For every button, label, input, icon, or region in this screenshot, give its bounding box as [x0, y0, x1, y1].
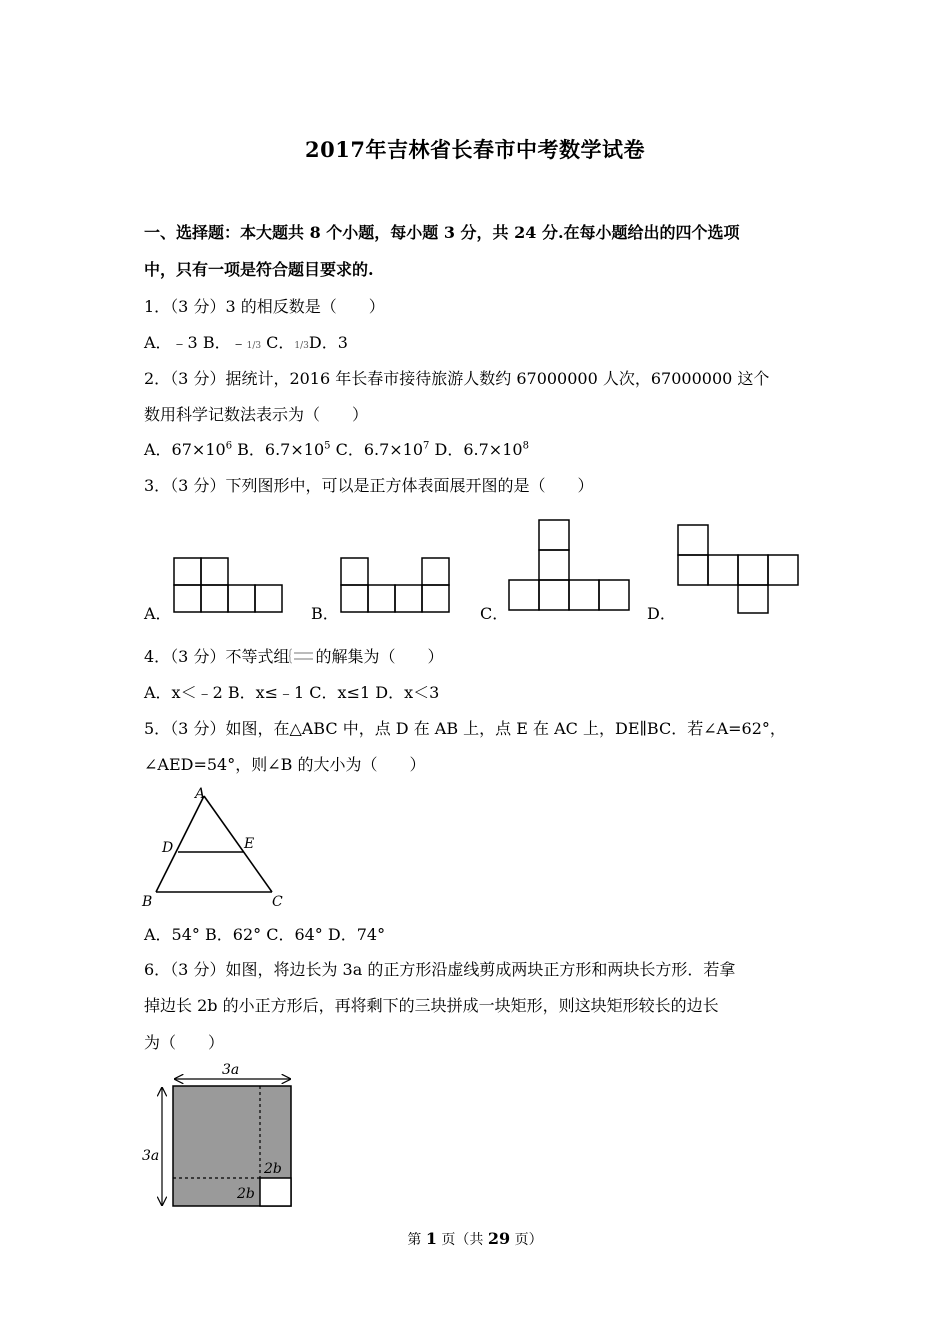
- q6-stem-line1: 6．（3 分）如图，将边长为 3a 的正方形沿虚线剪成两块正方形和两块长方形．若拿: [144, 960, 736, 979]
- q1-frac-b: 1/3: [246, 341, 262, 351]
- q2-opt-c-exp: 7: [423, 440, 430, 452]
- footer-mid: 页（共: [436, 1232, 488, 1248]
- q1-opt-ab: A．﹣3 B．﹣: [144, 333, 247, 352]
- label-bottom-2b: 2b: [237, 1186, 255, 1202]
- q3-net-a: [172, 556, 286, 614]
- footer-total-pages: 29: [487, 1229, 511, 1248]
- q4-stem-pre: 4．（3 分）不等式组: [144, 647, 290, 666]
- q3-stem: 3．（3 分）下列图形中，可以是正方体表面展开图的是（ ）: [144, 476, 594, 495]
- q4-stem: [144, 646, 814, 668]
- q4-stem-post: 的解集为（ ）: [315, 647, 444, 666]
- q2-opt-a-exp: 6: [225, 440, 233, 452]
- q6-stem-line3: 为（ ）: [144, 1033, 225, 1052]
- q1-frac-c: 1/3: [294, 341, 309, 351]
- q3-label-d: D．: [647, 604, 676, 623]
- label-a: A: [195, 786, 206, 802]
- footer-post: 页）: [510, 1232, 543, 1248]
- section-heading-line2: 中，只有一项是符合题目要求的.: [144, 260, 374, 279]
- label-top-3a: 3a: [222, 1062, 240, 1078]
- q2-opt-c: C．6.7×10: [330, 440, 424, 459]
- q6-square-figure: [140, 1060, 310, 1214]
- inequality-system-icon: [289, 648, 315, 664]
- q6-stem-line2: 掉边长 2b 的小正方形后，再将剩下的三块拼成一块矩形，则这块矩形较长的边长: [144, 996, 719, 1015]
- footer-pre: 第: [407, 1232, 426, 1248]
- q5-stem-line2: ∠AED=54°，则∠B 的大小为（ ）: [144, 755, 426, 774]
- q1-opt-d: D．3: [308, 333, 348, 352]
- q2-opt-d: D．6.7×10: [429, 440, 523, 459]
- q1-options: [144, 332, 814, 357]
- q3-net-b: [339, 556, 453, 614]
- q2-stem-line1: 2．（3 分）据统计，2016 年长春市接待旅游人数约 67000000 人次，67000000 这个: [144, 369, 770, 388]
- page-title: 2017年吉林省长春市中考数学试卷: [305, 137, 645, 162]
- label-right-2b: 2b: [264, 1161, 282, 1177]
- label-c: C: [272, 894, 283, 910]
- q3-label-b: B．: [311, 604, 339, 623]
- q2-opt-b: B．6.7×10: [232, 440, 325, 459]
- q3-label-a: A．: [144, 604, 172, 623]
- q5-options: A．54° B．62° C．64° D．74°: [144, 925, 386, 944]
- q5-triangle-figure: [140, 784, 290, 912]
- label-b: B: [142, 894, 153, 910]
- q2-opt-a: A．67×10: [144, 440, 226, 459]
- q2-opt-b-exp: 5: [324, 440, 331, 452]
- label-d: D: [162, 840, 174, 856]
- footer-page-number: 1: [425, 1229, 437, 1248]
- section-heading-line1: 一、选择题：本大题共 8 个小题，每小题 3 分，共 24 分.在每小题给出的四个选项: [144, 223, 740, 242]
- page-footer: [0, 1229, 950, 1249]
- q2-stem-line2: 数用科学记数法表示为（ ）: [144, 405, 369, 424]
- q2-opt-d-exp: 8: [522, 440, 529, 452]
- q1-opt-c: C．: [261, 333, 295, 352]
- q1-stem: 1．（3 分）3 的相反数是（ ）: [144, 297, 385, 316]
- label-left-3a: 3a: [142, 1148, 160, 1164]
- q3-net-d: [676, 523, 800, 615]
- q5-stem-line1: 5．（3 分）如图，在△ABC 中，点 D 在 AB 上，点 E 在 AC 上，DE∥BC．若∠A=62°，: [144, 719, 786, 738]
- label-e: E: [244, 836, 255, 852]
- q3-net-c: [507, 518, 631, 614]
- q2-options: [144, 439, 814, 461]
- q3-label-c: C．: [480, 604, 509, 623]
- q4-options: A．x＜﹣2 B．x≤﹣1 C．x≤1 D．x＜3: [144, 683, 440, 702]
